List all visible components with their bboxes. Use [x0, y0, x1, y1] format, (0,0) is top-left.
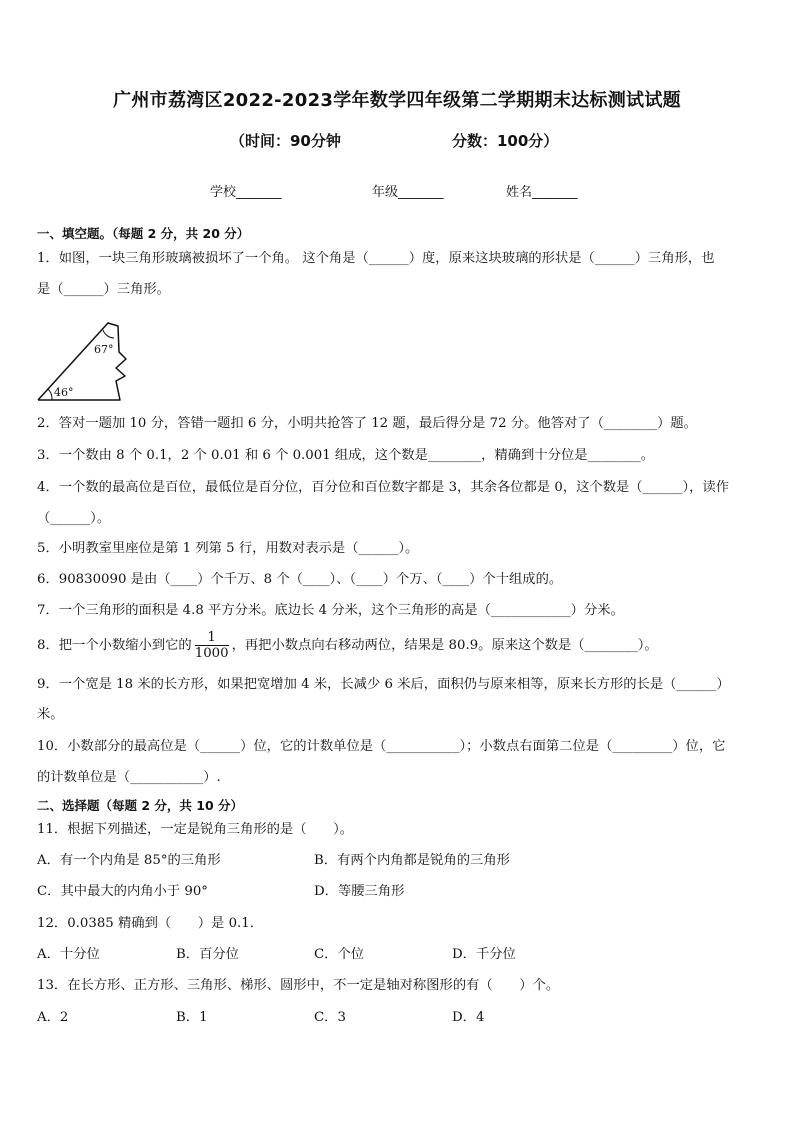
- broken-triangle-figure: [36, 320, 136, 404]
- question-6: 6．90830090 是由（____）个千万、8 个（____）、（____）个万、（____）个十组成的。: [37, 572, 563, 587]
- angle-arc-bottom: [48, 389, 52, 400]
- q12-option-d: D．千分位: [452, 947, 516, 962]
- q12-option-b: B．百分位: [176, 947, 239, 962]
- q13-option-c: C．3: [314, 1010, 346, 1025]
- q11-option-c: C．其中最大的内角小于 90°: [37, 884, 208, 899]
- q13-option-d: D．4: [452, 1010, 485, 1025]
- question-5: 5．小明教室里座位是第 1 列第 5 行，用数对表示是（______）。: [37, 541, 419, 556]
- question-11: 11．根据下列描述，一定是锐角三角形的是（ ）。: [37, 822, 354, 837]
- angle-label-top: 67°: [94, 343, 114, 356]
- grade-field: 年级_______: [372, 185, 444, 200]
- angle-label-bottom: 46°: [54, 386, 74, 399]
- q12-option-a: A．十分位: [37, 947, 100, 962]
- q11-option-d: D．等腰三角形: [314, 884, 405, 899]
- question-1-line1: 1．如图，一块三角形玻璃被损坏了一个角。 这个角是（______）度，原来这块玻璃的形状是（______）三角形，也: [37, 251, 715, 266]
- question-1-line2: 是（______）三角形。: [37, 282, 170, 297]
- name-field: 姓名_______: [506, 185, 578, 200]
- q13-option-b: B．1: [176, 1010, 208, 1025]
- page-title: 广州市荔湾区2022-2023学年数学四年级第二学期期末达标测试试题: [113, 90, 681, 111]
- question-8-after: ，再把小数点向右移动两位，结果是 80.9。原来这个数是（________）。: [231, 638, 658, 653]
- section2-heading: 二、选择题（每题 2 分，共 10 分）: [37, 798, 244, 813]
- exam-time: （时间：90分钟: [230, 132, 341, 150]
- question-8: [37, 630, 658, 661]
- q11-option-a: A．有一个内角是 85°的三角形: [37, 853, 221, 868]
- school-field: 学校_______: [210, 185, 282, 200]
- triangle-outline: [38, 323, 126, 400]
- question-9-line2: 米。: [37, 707, 64, 722]
- fraction: [195, 630, 229, 661]
- fraction-denominator: 1000: [194, 646, 229, 661]
- q11-option-b: B．有两个内角都是锐角的三角形: [314, 853, 510, 868]
- question-8-before: 8．把一个小数缩小到它的: [37, 638, 192, 653]
- question-4-line1: 4．一个数的最高位是百位，最低位是百分位，百分位和百位数字都是 3，其余各位都是 0，这个数是（______），读作: [37, 480, 730, 495]
- q13-option-a: A．2: [37, 1010, 69, 1025]
- exam-score: 分数：100分）: [452, 132, 559, 150]
- fraction-numerator: 1: [195, 630, 229, 646]
- angle-arc-top: [103, 330, 114, 338]
- question-13: 13．在长方形、正方形、三角形、梯形、圆形中，不一定是轴对称图形的有（ ）个。: [37, 978, 560, 993]
- question-7: 7．一个三角形的面积是 4.8 平方分米。底边长 4 分米，这个三角形的高是（____________）分米。: [37, 603, 624, 618]
- question-10-line1: 10．小数部分的最高位是（______）位，它的计数单位是（___________）；小数点右面第二位是（_________）位，它: [37, 739, 726, 754]
- question-10-line2: 的计数单位是（___________）.: [37, 770, 221, 785]
- question-4-line2: （______）。: [37, 511, 111, 526]
- question-9-line1: 9．一个宽是 18 米的长方形，如果把宽增加 4 米，长减少 6 米后，面积仍与原来相等，原来长方形的长是（______）: [37, 677, 730, 692]
- question-12: 12．0.0385 精确到（ ）是 0.1．: [37, 916, 264, 931]
- question-3: 3．一个数由 8 个 0.1，2 个 0.01 和 6 个 0.001 组成，这个数是________，精确到十分位是________。: [37, 448, 655, 463]
- q12-option-c: C．个位: [314, 947, 365, 962]
- section1-heading: 一、填空题。（每题 2 分，共 20 分）: [37, 226, 250, 241]
- question-2: 2．答对一题加 10 分，答错一题扣 6 分，小明共抢答了 12 题，最后得分是 72 分。他答对了（________）题。: [37, 416, 697, 431]
